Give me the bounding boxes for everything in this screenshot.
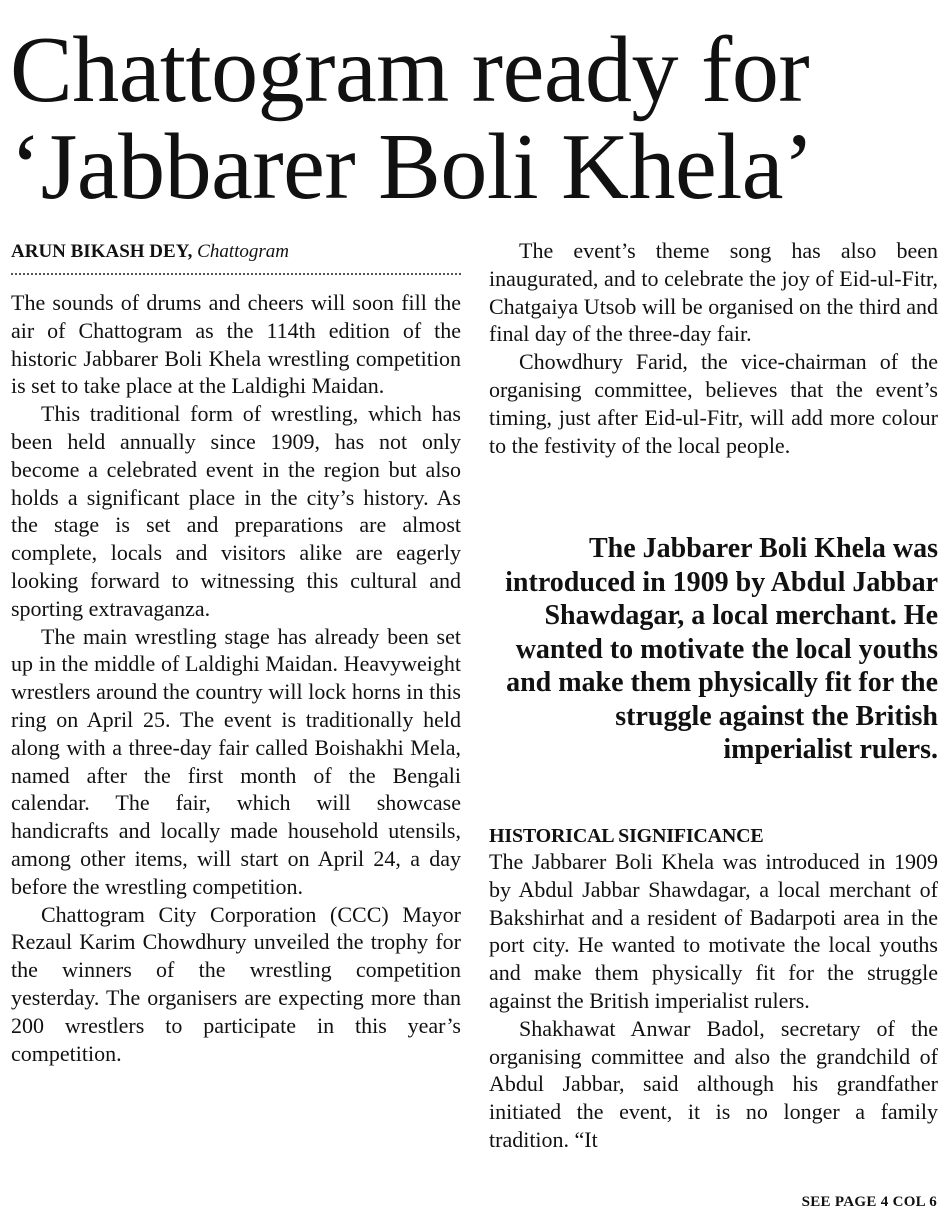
section-subhead: HISTORICAL SIGNIFICANCE — [489, 825, 764, 847]
right-column-bottom — [489, 848, 938, 1154]
paragraph: The Jabbarer Boli Khela was introduced in 1909 by Abdul Jabbar Shawdagar, a local merchant of Bakshirhat and a resident of Badarpoti area in the port city. He wanted to motivate the local youths and make them physically fit for the struggle against the British imperialist rulers. — [489, 849, 938, 1013]
paragraph: Chattogram City Corporation (CCC) Mayor Rezaul Karim Chowdhury unveiled the trophy for the winners of the wrestling competition yesterday. The organisers are expecting more than 200 wrestlers to participate in this year’s competition. — [11, 901, 461, 1066]
byline-dotted-rule — [11, 273, 461, 275]
byline-author: ARUN BIKASH DEY, — [11, 241, 193, 262]
paragraph: The sounds of drums and cheers will soon fill the air of Chattogram as the 114th edition of the historic Jabbarer Boli Khela wrestling competition is set to take place at the Laldighi Maidan. — [11, 290, 461, 399]
paragraph: The event’s theme song has also been inaugurated, and to celebrate the joy of Eid-ul-Fitr, Chatgaiya Utsob will be organised on the third and final day of the three-day fair. — [489, 238, 938, 347]
jump-line: SEE PAGE 4 COL 6 — [801, 1194, 937, 1210]
byline-location: Chattogram — [197, 241, 290, 262]
paragraph: Chowdhury Farid, the vice-chairman of the organising committee, believes that the event’s timing, just after Eid-ul-Fitr, will add more colour to the festivity of the local people. — [489, 349, 938, 458]
pull-quote: The Jabbarer Boli Khela was introduced in 1909 by Abdul Jabbar Shawdagar, a local merchant. He wanted to motivate the local youths and make them physically fit for the struggle against the British imperialist rulers. — [505, 533, 938, 765]
left-column — [11, 289, 461, 1067]
headline: Chattogram ready for ‘Jabbarer Boli Khela’ — [10, 18, 814, 219]
paragraph: This traditional form of wrestling, which has been held annually since 1909, has not only become a celebrated event in the region but also holds a significant place in the city’s history. As the stage is set and preparations are almost complete, locals and visitors alike are eagerly looking forward to witnessing this cultural and sporting extravaganza. — [11, 401, 461, 621]
paragraph: Shakhawat Anwar Badol, secretary of the organising committee and also the grandchild of Abdul Jabbar, said although his grandfather initiated the event, it is no longer a family tradition. “It — [489, 1015, 938, 1152]
byline — [11, 240, 461, 264]
right-column-top — [489, 237, 938, 459]
paragraph: The main wrestling stage has already been set up in the middle of Laldighi Maidan. Heavyweight wrestlers around the country will lock horns in this ring on April 25. The event is traditionally held along with a three-day fair called Boishakhi Mela, named after the first month of the Bengali calendar. The fair, which will showcase handicrafts and locally made household utensils, among other items, will start on April 24, a day before the wrestling competition. — [11, 623, 461, 899]
